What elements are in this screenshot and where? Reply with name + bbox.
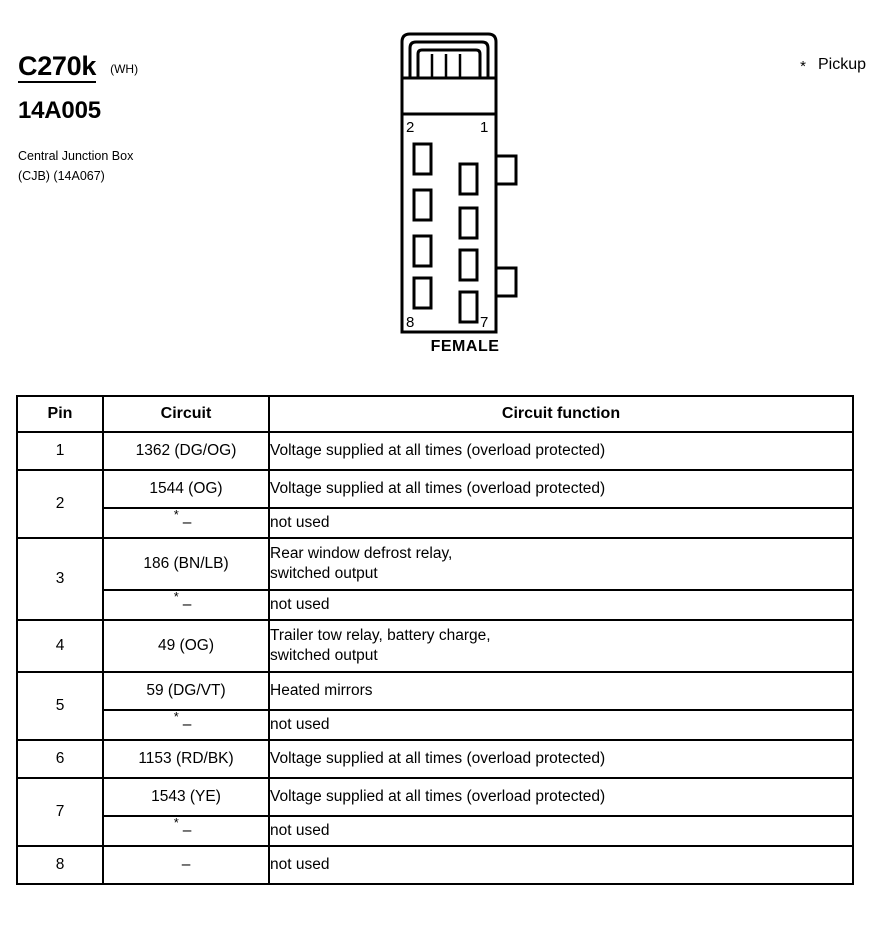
cell-function: Voltage supplied at all times (overload protected) <box>269 432 853 470</box>
pickup-note <box>800 56 866 74</box>
description-line-2: (CJB) (14A067) <box>18 168 105 183</box>
cell-circuit-not-used <box>103 710 269 740</box>
cell-function: Voltage supplied at all times (overload protected) <box>269 470 853 508</box>
connector-description <box>18 147 338 186</box>
cell-circuit-not-used <box>103 590 269 620</box>
connector-id: C270k <box>18 52 96 83</box>
cell-circuit: 59 (DG/VT) <box>103 672 269 710</box>
table-row <box>17 538 853 590</box>
asterisk-icon: * <box>173 507 179 522</box>
cell-circuit: 1544 (OG) <box>103 470 269 508</box>
cell-pin: 2 <box>17 470 103 538</box>
table-row-not-used <box>17 508 853 538</box>
connector-diagram <box>380 20 550 390</box>
cell-function: Voltage supplied at all times (overload protected) <box>269 740 853 778</box>
pin-label-1: 1 <box>480 119 489 136</box>
cell-circuit: – <box>103 846 269 884</box>
function-line-1: Rear window defrost relay, <box>270 544 453 562</box>
table-row-not-used <box>17 816 853 846</box>
table-row <box>17 672 853 710</box>
cell-circuit: 186 (BN/LB) <box>103 538 269 590</box>
pin-label-7: 7 <box>480 314 489 331</box>
cell-function: Heated mirrors <box>269 672 853 710</box>
table-header-row <box>17 396 853 432</box>
asterisk-icon: * <box>173 815 179 830</box>
cell-function: not used <box>269 508 853 538</box>
table-row <box>17 740 853 778</box>
function-line-2: switched output <box>270 647 378 664</box>
cell-pin: 5 <box>17 672 103 740</box>
cell-pin: 1 <box>17 432 103 470</box>
cell-function <box>269 620 853 672</box>
cell-circuit: 1362 (DG/OG) <box>103 432 269 470</box>
column-header-pin: Pin <box>17 396 103 432</box>
column-header-circuit: Circuit <box>103 396 269 432</box>
dash-mark: – <box>182 822 192 839</box>
cell-circuit: 49 (OG) <box>103 620 269 672</box>
cell-pin: 6 <box>17 740 103 778</box>
cell-function: not used <box>269 816 853 846</box>
table-row <box>17 778 853 816</box>
dash-mark: – <box>182 596 192 613</box>
asterisk-icon: * <box>173 709 179 724</box>
description-line-1: Central Junction Box <box>18 149 134 164</box>
asterisk-icon: * <box>173 589 179 604</box>
cell-circuit: 1543 (YE) <box>103 778 269 816</box>
cell-function <box>269 538 853 590</box>
pin-table <box>16 395 854 885</box>
cell-pin: 8 <box>17 846 103 884</box>
pickup-note-label: Pickup <box>817 56 866 73</box>
table-row <box>17 470 853 508</box>
function-line-2: switched output <box>270 565 378 582</box>
cell-function: not used <box>269 846 853 884</box>
dash-mark: – <box>182 514 192 531</box>
function-line-1: Trailer tow relay, battery charge, <box>270 626 491 644</box>
table-row-not-used <box>17 590 853 620</box>
connector-gender-label: FEMALE <box>430 338 500 355</box>
asterisk-icon: * <box>800 58 806 75</box>
cell-circuit-not-used <box>103 508 269 538</box>
connector-color-code: (WH) <box>110 62 139 76</box>
dash-mark: – <box>182 716 192 733</box>
table-row <box>17 432 853 470</box>
cell-function: not used <box>269 710 853 740</box>
cell-pin: 3 <box>17 538 103 620</box>
table-row <box>17 846 853 884</box>
cell-pin: 4 <box>17 620 103 672</box>
connector-id-row <box>18 52 338 83</box>
cell-pin: 7 <box>17 778 103 846</box>
connector-drawing-svg <box>380 20 550 340</box>
pin-label-8: 8 <box>406 314 415 331</box>
table-row-not-used <box>17 710 853 740</box>
table-row <box>17 620 853 672</box>
cell-circuit: 1153 (RD/BK) <box>103 740 269 778</box>
pin-label-2: 2 <box>406 119 415 136</box>
part-number: 14A005 <box>18 97 101 125</box>
cell-function: not used <box>269 590 853 620</box>
column-header-function: Circuit function <box>269 396 853 432</box>
connector-header <box>18 52 338 186</box>
cell-function: Voltage supplied at all times (overload protected) <box>269 778 853 816</box>
cell-circuit-not-used <box>103 816 269 846</box>
